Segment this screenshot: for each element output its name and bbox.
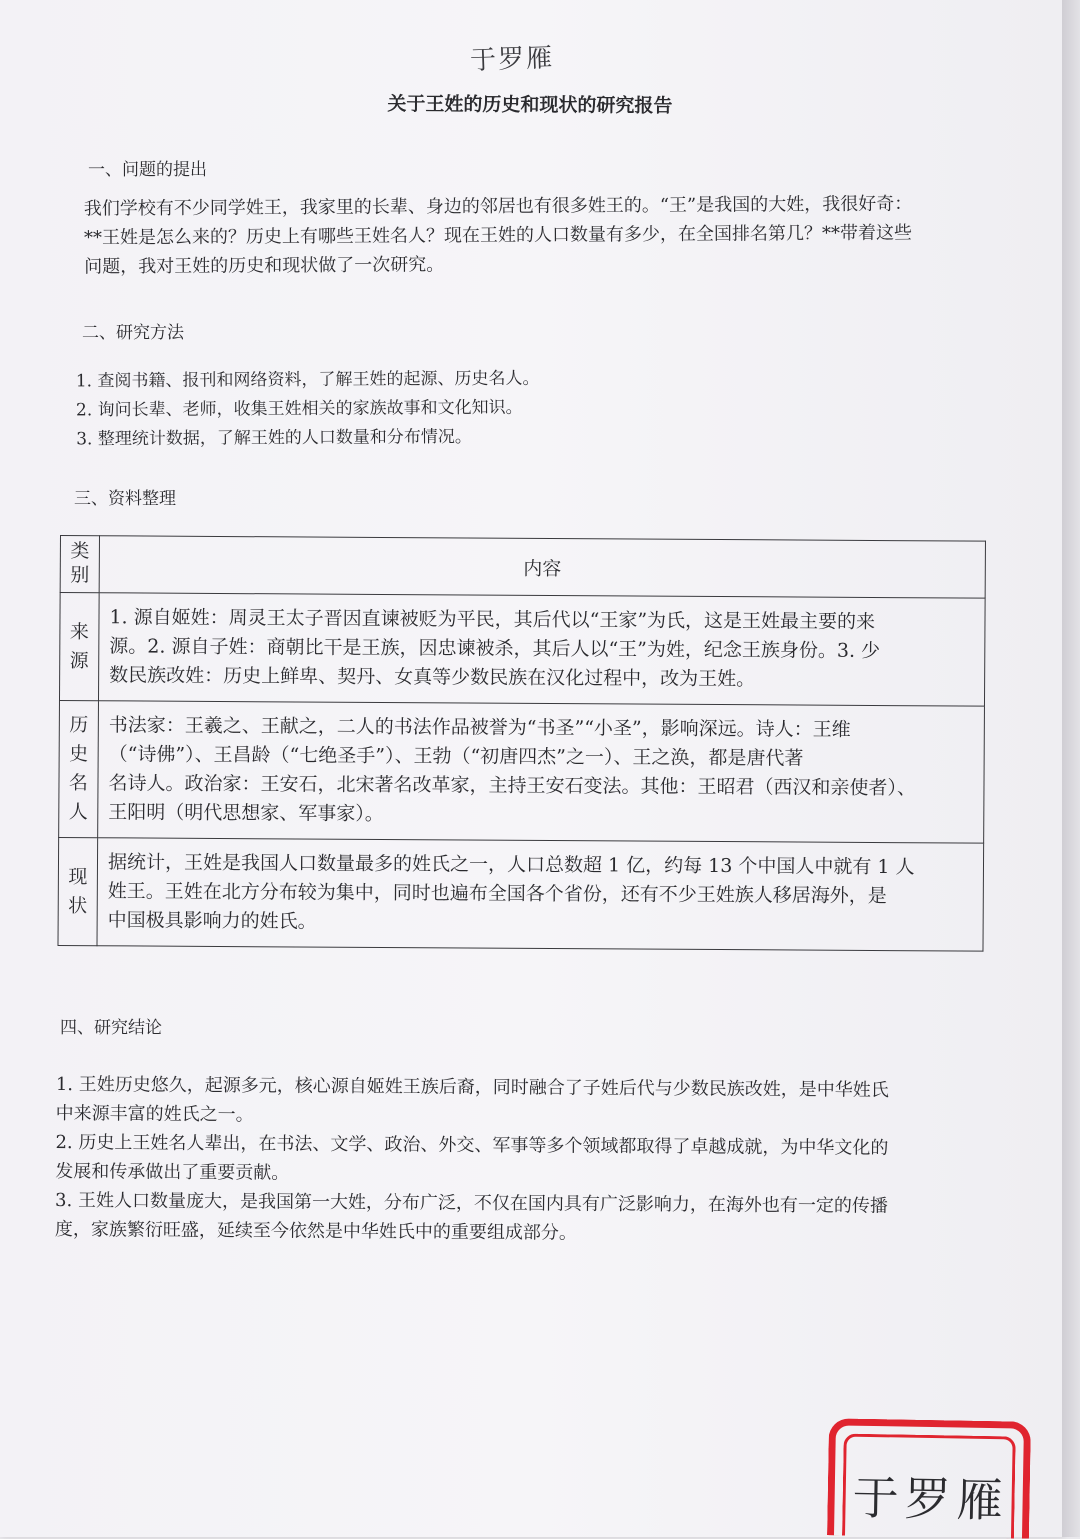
row-content-cell bbox=[97, 838, 984, 951]
conclusion-line: 度，家族繁衍旺盛，延续至今依然是中华姓氏中的重要组成部分。 bbox=[54, 1218, 577, 1244]
paragraph-line: 问题，我对王姓的历史和现状做了一次研究。 bbox=[84, 254, 445, 278]
conclusion-line: 中来源丰富的姓氏之一。 bbox=[55, 1102, 254, 1126]
section4-paragraph bbox=[55, 1070, 889, 1250]
cell-line: 书法家：王羲之、王献之，二人的书法作品被誉为“书圣”“小圣”，影响深远。诗人：王维 bbox=[108, 714, 851, 741]
data-table bbox=[57, 535, 985, 952]
row-category-cell bbox=[58, 837, 98, 945]
section1-paragraph bbox=[84, 189, 913, 281]
section4-heading: 四、研究结论 bbox=[60, 1018, 162, 1038]
row-category-label: 来源 bbox=[69, 620, 89, 672]
cell-line: 数民族改姓：历史上鲜卑、契丹、女真等少数民族在汉化过程中，改为王姓。 bbox=[109, 664, 756, 691]
header-content-cell: 内容 bbox=[99, 536, 985, 598]
table-row bbox=[59, 593, 985, 707]
red-seal-stamp bbox=[827, 1418, 1031, 1539]
header-category-label: 类别 bbox=[70, 539, 90, 586]
paragraph-line: **王姓是怎么来的？历史上有哪些王姓名人？现在王姓的人口数量有多少，在全国排名第几？**带着这些 bbox=[83, 222, 913, 249]
row-category-cell bbox=[59, 700, 99, 837]
list-item: 3. 整理统计数据，了解王姓的人口数量和分布情况。 bbox=[76, 426, 472, 450]
table-row bbox=[58, 837, 984, 951]
row-content-cell bbox=[98, 593, 985, 706]
table-header-row bbox=[60, 536, 985, 599]
cell-line: 源。2. 源自子姓：商朝比干是王族，因忠谏被杀，其后人以“王”为姓，纪念王族身份。3. 少 bbox=[109, 635, 881, 663]
row-content-cell bbox=[98, 701, 985, 843]
list-item: 2. 询问长辈、老师，收集王姓相关的家族故事和文化知识。 bbox=[75, 397, 523, 421]
row-category-label: 历史名人 bbox=[68, 714, 89, 824]
report-title: 关于王姓的历史和现状的研究报告 bbox=[387, 93, 673, 117]
paragraph-line: 我们学校有不少同学姓王，我家里的长辈、身边的邻居也有很多姓王的。“王”是我国的大姓，我很好奇： bbox=[83, 193, 913, 220]
conclusion-line: 3. 王姓人口数量庞大，是我国第一大姓，分布广泛，不仅在国内具有广泛影响力，在海外也有一定的传播 bbox=[55, 1189, 889, 1217]
conclusion-line: 发展和传承做出了重要贡献。 bbox=[55, 1160, 290, 1184]
header-category-cell bbox=[60, 536, 99, 593]
cell-line: （“诗佛”）、王昌龄（“七绝圣手”）、王勃（“初唐四杰”之一）、王之涣，都是唐代著 bbox=[108, 743, 804, 770]
table-row bbox=[59, 700, 985, 843]
section1-heading: 一、问题的提出 bbox=[88, 160, 207, 180]
handwritten-signature: 于罗雁 bbox=[469, 43, 555, 77]
section3-heading: 三、资料整理 bbox=[74, 489, 176, 509]
list-item: 1. 查阅书籍、报刊和网络资料，了解王姓的起源、历史名人。 bbox=[75, 368, 540, 392]
paper-edge bbox=[1062, 0, 1080, 1537]
section2-list bbox=[76, 365, 540, 455]
section2-heading: 二、研究方法 bbox=[82, 323, 184, 343]
conclusion-line: 2. 历史上王姓名人辈出，在书法、文学、政治、外交、军事等多个领域都取得了卓越成就，为中华文化的 bbox=[55, 1131, 889, 1159]
row-category-label: 现状 bbox=[68, 865, 88, 917]
conclusion-line: 1. 王姓历史悠久，起源多元，核心源自姬姓王族后裔，同时融合了子姓后代与少数民族改姓，是中华姓氏 bbox=[55, 1073, 889, 1101]
cell-line: 姓王。王姓在北方分布较为集中，同时也遍布全国各个省份，还有不少王姓族人移居海外，是 bbox=[107, 880, 887, 908]
cell-line: 王阳明（明代思想家、军事家）。 bbox=[108, 801, 384, 825]
cell-line: 中国极具影响力的姓氏。 bbox=[107, 909, 317, 933]
cell-line: 名诗人。政治家：王安石，北宋著名改革家，主持王安石变法。其他：王昭君（西汉和亲使者）、 bbox=[108, 772, 917, 800]
seal-signature: 于罗雁 bbox=[852, 1470, 1010, 1528]
row-category-cell bbox=[59, 593, 99, 701]
cell-line: 据统计，王姓是我国人口数量最多的姓氏之一，人口总数超 1 亿，约每 13 个中国人中就有 1 人 bbox=[107, 851, 915, 879]
cell-line: 1. 源自姬姓：周灵王太子晋因直谏被贬为平民，其后代以“王家”为氏，这是王姓最主要的来 bbox=[109, 606, 876, 633]
